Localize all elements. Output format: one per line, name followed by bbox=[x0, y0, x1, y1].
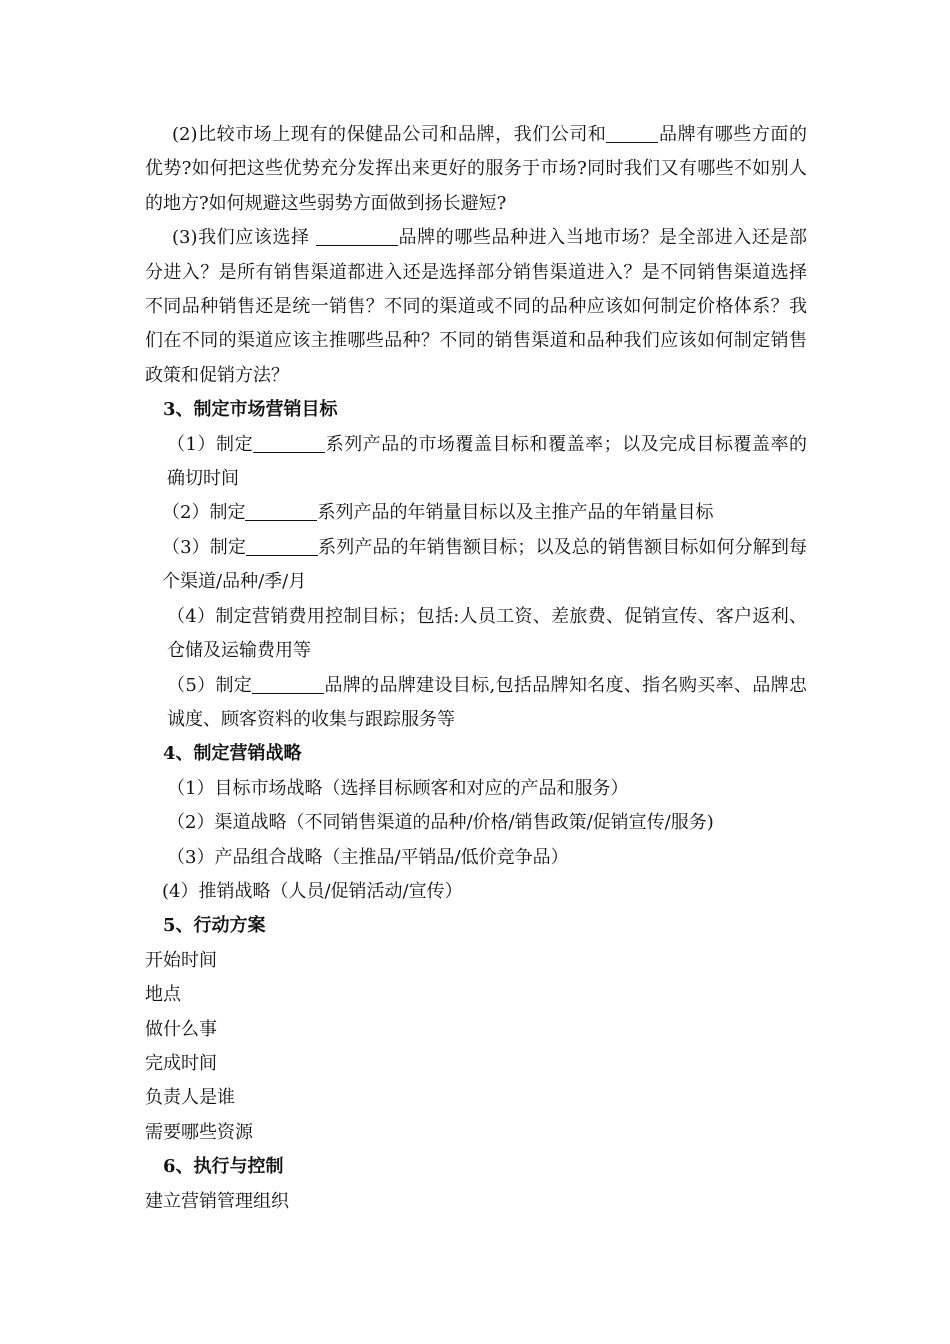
section-5-item-location: 地点 bbox=[145, 984, 181, 1006]
fill-blank bbox=[246, 535, 318, 556]
section-5-item-start-time: 开始时间 bbox=[145, 949, 217, 971]
section-6-item-1: 建立营销管理组织 bbox=[145, 1190, 289, 1212]
section-4-item-1: （1）目标市场战略（选择目标顾客和对应的产品和服务） bbox=[167, 777, 629, 799]
fill-blank bbox=[252, 673, 324, 694]
fill-blank bbox=[316, 225, 398, 246]
section-3-item-5: （5）制定 品牌的品牌建设目标,包括品牌知名度、指名购买率、品牌忠诚度、顾客资料的收集与跟踪服务等 bbox=[167, 674, 807, 730]
section-3-item-4: （4）制定营销费用控制目标；包括:人员工资、差旅费、促销宣传、客户返利、仓储及运输费用等 bbox=[167, 605, 807, 662]
paragraph-2-3: (3)我们应该选择 品牌的哪些品种进入当地市场？是全部进入还是部分进入？是所有销售渠道都进入还是选择部分销售渠道进入？是不同销售渠道选择不同品种销售还是统一销售？不同的渠道或不同的品种应该如何制定价格体系？我们在不同的渠道应该主推哪些品种？不同的销售渠道和品种我们应该如何制定销售政策和促销方法？ bbox=[145, 227, 808, 386]
section-6-heading: 6、执行与控制 bbox=[163, 1156, 284, 1178]
section-4-item-3: （3）产品组合战略（主推品/平销品/低价竞争品） bbox=[167, 846, 569, 868]
section-3-item-1: （1）制定 系列产品的市场覆盖目标和覆盖率；以及完成目标覆盖率的确切时间 bbox=[167, 433, 808, 490]
fill-blank bbox=[606, 122, 658, 143]
section-5-heading: 5、行动方案 bbox=[163, 915, 266, 937]
section-4-heading: 4、制定营销战略 bbox=[163, 743, 302, 765]
fill-blank bbox=[253, 432, 325, 453]
section-5-item-task: 做什么事 bbox=[145, 1018, 217, 1040]
section-5-item-finish-time: 完成时间 bbox=[145, 1052, 217, 1074]
section-3-item-3: （3）制定 系列产品的年销售额目标；以及总的销售额目标如何分解到每个渠道/品种/季/月 bbox=[162, 536, 808, 593]
section-3-heading: 3、制定市场营销目标 bbox=[163, 399, 338, 421]
fill-blank bbox=[245, 500, 317, 521]
section-3-item-2: （2）制定 系列产品的年销量目标以及主推产品的年销量目标 bbox=[162, 502, 714, 524]
section-5-item-resources: 需要哪些资源 bbox=[145, 1121, 253, 1143]
paragraph-2-2: (2)比较市场上现有的保健品公司和品牌，我们公司和 品牌有哪些方面的优势?如何把这些优势充分发挥出来更好的服务于市场?同时我们又有哪些不如别人的地方?如何规避这些弱势方面做到扬长避短? bbox=[145, 124, 807, 214]
section-5-item-owner: 负责人是谁 bbox=[145, 1087, 235, 1109]
document-body bbox=[145, 118, 807, 1219]
section-4-item-4: (4）推销战略（人员/促销活动/宣传） bbox=[162, 880, 463, 902]
section-4-item-2: （2）渠道战略（不同销售渠道的品种/价格/销售政策/促销宣传/服务) bbox=[167, 812, 714, 834]
